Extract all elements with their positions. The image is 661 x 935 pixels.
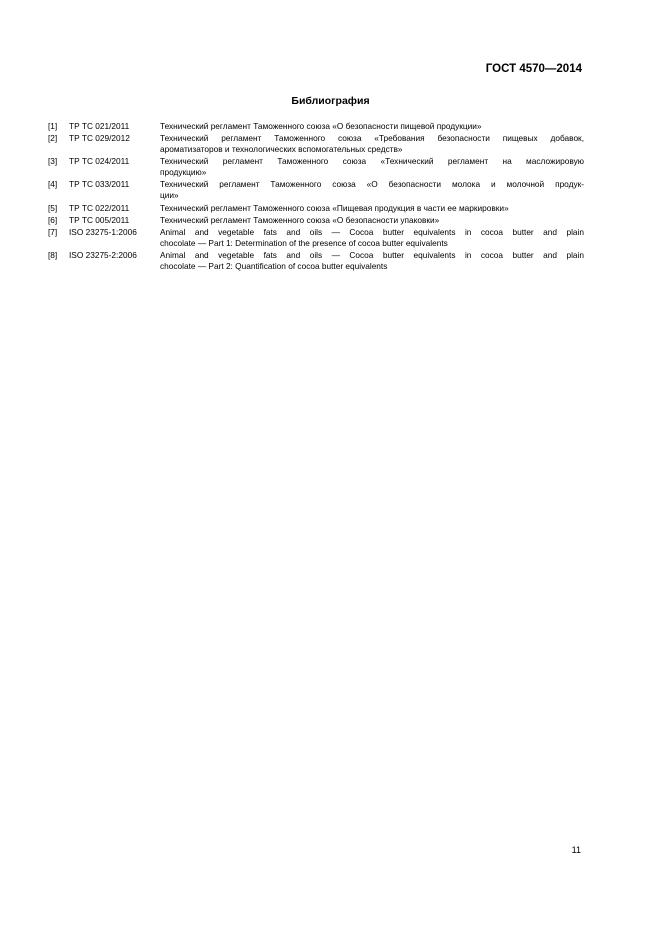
entry-description-line: Animal and vegetable fats and oils — Cocoa butter equivalents in cocoa butter and plain — [160, 250, 584, 261]
entry-description-line: Технический регламент Таможенного союза «Требования безопасности пищевых добавок, — [160, 133, 584, 144]
entry-description — [160, 156, 584, 178]
entry-number: [3] — [48, 156, 58, 167]
entry-description — [160, 121, 584, 132]
entry-number: [6] — [48, 214, 58, 225]
entry-description-line: ароматизаторов и технологических вспомогательных средств» — [160, 144, 403, 155]
entry-description-line: chocolate — Part 2: Quantification of cocoa butter equivalents — [160, 261, 388, 272]
bibliography-entry — [48, 203, 584, 214]
entry-description-line: chocolate — Part 1: Determination of the presence of cocoa butter equivalents — [160, 237, 448, 248]
entry-description-line: ции» — [160, 190, 179, 201]
entry-description-line: Animal and vegetable fats and oils — Cocoa butter equivalents in cocoa butter and plain — [160, 227, 584, 238]
standard-code: ГОСТ 4570—2014 — [485, 63, 582, 75]
entry-reference: ТР ТС 029/2012 — [69, 133, 130, 144]
bibliography-entry — [48, 121, 584, 132]
entry-description-line: Технический регламент Таможенного союза «Пищевая продукция в части ее маркировки» — [160, 202, 509, 213]
entry-description — [160, 227, 584, 249]
entry-number: [7] — [48, 227, 58, 238]
entry-reference: ISO 23275-2:2006 — [69, 250, 137, 261]
bibliography-entry — [48, 156, 584, 178]
entry-reference: ТР ТС 024/2011 — [69, 156, 130, 167]
bibliography-entry — [48, 215, 584, 226]
entry-reference: ISO 23275-1:2006 — [69, 227, 137, 238]
bibliography-list — [48, 121, 584, 273]
entry-description — [160, 250, 584, 272]
entry-description — [160, 179, 584, 201]
entry-number: [8] — [48, 250, 58, 261]
entry-number: [2] — [48, 133, 58, 144]
bibliography-entry — [48, 133, 584, 155]
entry-description-line: Технический регламент Таможенного союза «Технический регламент на масложировую — [160, 156, 584, 167]
entry-number: [1] — [48, 121, 58, 131]
entry-description-line: Технический регламент Таможенного союза «О безопасности молока и молочной продук- — [160, 179, 584, 190]
entry-description-line: Технический регламент Таможенного союза «О безопасности упаковки» — [160, 214, 440, 225]
bibliography-entry — [48, 227, 584, 249]
page-number: 11 — [571, 845, 581, 855]
bibliography-entry — [48, 250, 584, 272]
entry-number: [5] — [48, 202, 58, 213]
entry-description — [160, 133, 584, 155]
bibliography-entry — [48, 179, 584, 201]
entry-reference: ТР ТС 005/2011 — [69, 214, 130, 225]
entry-reference: ТР ТС 033/2011 — [69, 179, 130, 190]
entry-description — [160, 203, 584, 214]
entry-number: [4] — [48, 179, 58, 190]
entry-description-line: Технический регламент Таможенного союза «О безопасности пищевой продукции» — [160, 121, 482, 131]
entry-reference: ТР ТС 022/2011 — [69, 202, 130, 213]
entry-description-line: продукцию» — [160, 167, 207, 178]
entry-reference: ТР ТС 021/2011 — [69, 121, 130, 131]
entry-description — [160, 215, 584, 226]
page-title: Библиография — [291, 95, 370, 107]
